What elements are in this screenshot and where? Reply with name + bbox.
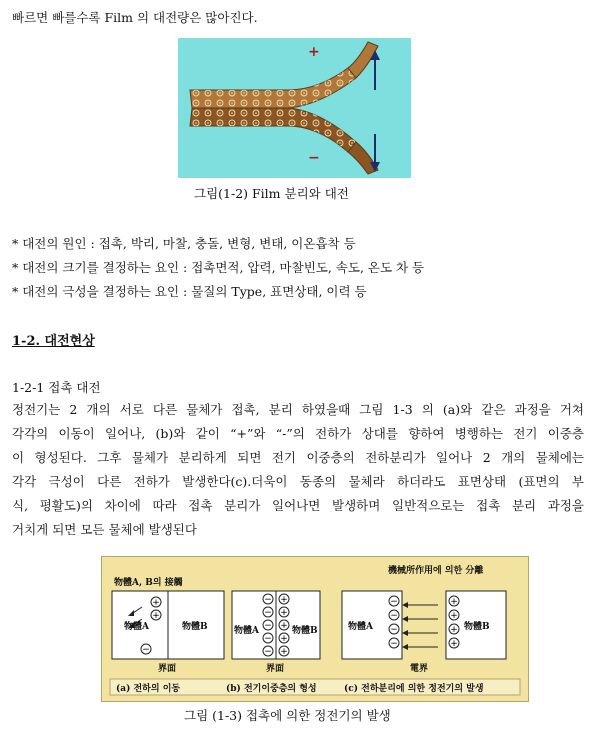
panel-c-label: (c) 전하분리에 의한 정전기의 발생	[344, 684, 484, 694]
svg-text:−: −	[264, 647, 272, 657]
panel-b-body-b: 物體B	[292, 626, 318, 636]
panel-c-body-b: 物體B	[464, 622, 490, 632]
subsection-heading: 1-2-1 접촉 대전	[12, 380, 101, 395]
svg-text:−: −	[390, 625, 398, 635]
svg-text:+: +	[450, 611, 458, 621]
panel-a-header: 物體A, B의 接觸	[114, 578, 183, 588]
plus-charge-sign: +	[308, 44, 320, 60]
panel-a-body-a: 物體A	[124, 622, 149, 632]
paragraph-line-2: 각각의 이동이 일어나, (b)와 같이 “+”와 “-”의 전하가 상대를 향하여 병행하는 전기 이중층	[12, 426, 584, 441]
panel-c-header: 機械所作用에 의한 分離	[388, 566, 484, 576]
bullet-cause: * 대전의 원인 : 접촉, 박리, 마찰, 충돌, 변형, 변태, 이온흡착 등	[12, 236, 356, 251]
contact-charging-figure	[101, 556, 529, 702]
svg-text:+: +	[152, 611, 160, 621]
svg-text:+: +	[450, 597, 458, 607]
svg-text:−: −	[264, 608, 272, 618]
panel-c-boundary-label: 電界	[410, 664, 429, 674]
bullet-magnitude: * 대전의 크기를 결정하는 요인 : 접촉면적, 압력, 마찰빈도, 속도, 온도 차 등	[12, 260, 425, 275]
film-separation-illustration	[178, 38, 411, 178]
panel-a-label: (a) 전하의 이동	[116, 684, 181, 694]
film-separation-figure	[178, 38, 411, 178]
svg-text:−: −	[390, 597, 398, 607]
section-heading: 1-2. 대전현상	[12, 334, 95, 349]
bullet-polarity: * 대전의 극성을 결정하는 요인 : 물질의 Type, 표면상태, 이력 등	[12, 284, 367, 299]
svg-text:−: −	[390, 639, 398, 649]
figure1-caption: 그림(1-2) Film 분리와 대전	[194, 186, 349, 201]
svg-text:+: +	[450, 625, 458, 635]
panel-c-body-a: 物體A	[348, 622, 373, 632]
svg-text:+: +	[280, 608, 288, 618]
svg-text:−: −	[264, 634, 272, 644]
panel-a-body-b: 物體B	[182, 622, 208, 632]
svg-text:−: −	[264, 595, 272, 605]
svg-text:+: +	[280, 634, 288, 644]
panel-a-interface-label: 界面	[158, 664, 177, 674]
svg-text:−: −	[390, 611, 398, 621]
panel-b-label: (b) 전기이중층의 형성	[226, 684, 317, 694]
paragraph-line-5: 식, 평활도)의 차이에 따라 접촉 분리가 일어나면 발생하며 일반적으로는 접촉 분리 과정을	[12, 498, 584, 513]
panel-b-body-a: 物體A	[234, 626, 259, 636]
svg-text:+: +	[280, 621, 288, 631]
svg-text:+: +	[152, 598, 160, 608]
paragraph-line-1: 정전기는 2 개의 서로 다른 물체가 접촉, 분리 하였을때 그림 1-3 의 (a)와 같은 과정을 거쳐	[12, 402, 584, 417]
panel-b-interface-label: 界面	[266, 664, 285, 674]
svg-text:−: −	[264, 621, 272, 631]
intro-text: 빠르면 빠를수록 Film 의 대전량은 많아진다.	[12, 10, 258, 25]
paragraph-line-6: 거치게 되면 모든 물체에 발생된다	[12, 522, 197, 537]
svg-text:+: +	[280, 595, 288, 605]
svg-text:+: +	[450, 639, 458, 649]
figure2-caption: 그림 (1-3) 접촉에 의한 정전기의 발생	[184, 708, 391, 723]
svg-text:+: +	[280, 647, 288, 657]
paragraph-line-3: 이 형성된다. 그후 물체가 분리하게 되면 전기 이중층의 전하분리가 일어나 2 개의 물체에는	[12, 450, 584, 465]
minus-charge-sign: −	[308, 150, 320, 166]
svg-text:−: −	[142, 645, 150, 655]
paragraph-line-4: 각각 극성이 다른 전하가 발생한다(c).더욱이 동종의 물체라 하더라도 표면상태 (표면의 부	[12, 474, 584, 489]
